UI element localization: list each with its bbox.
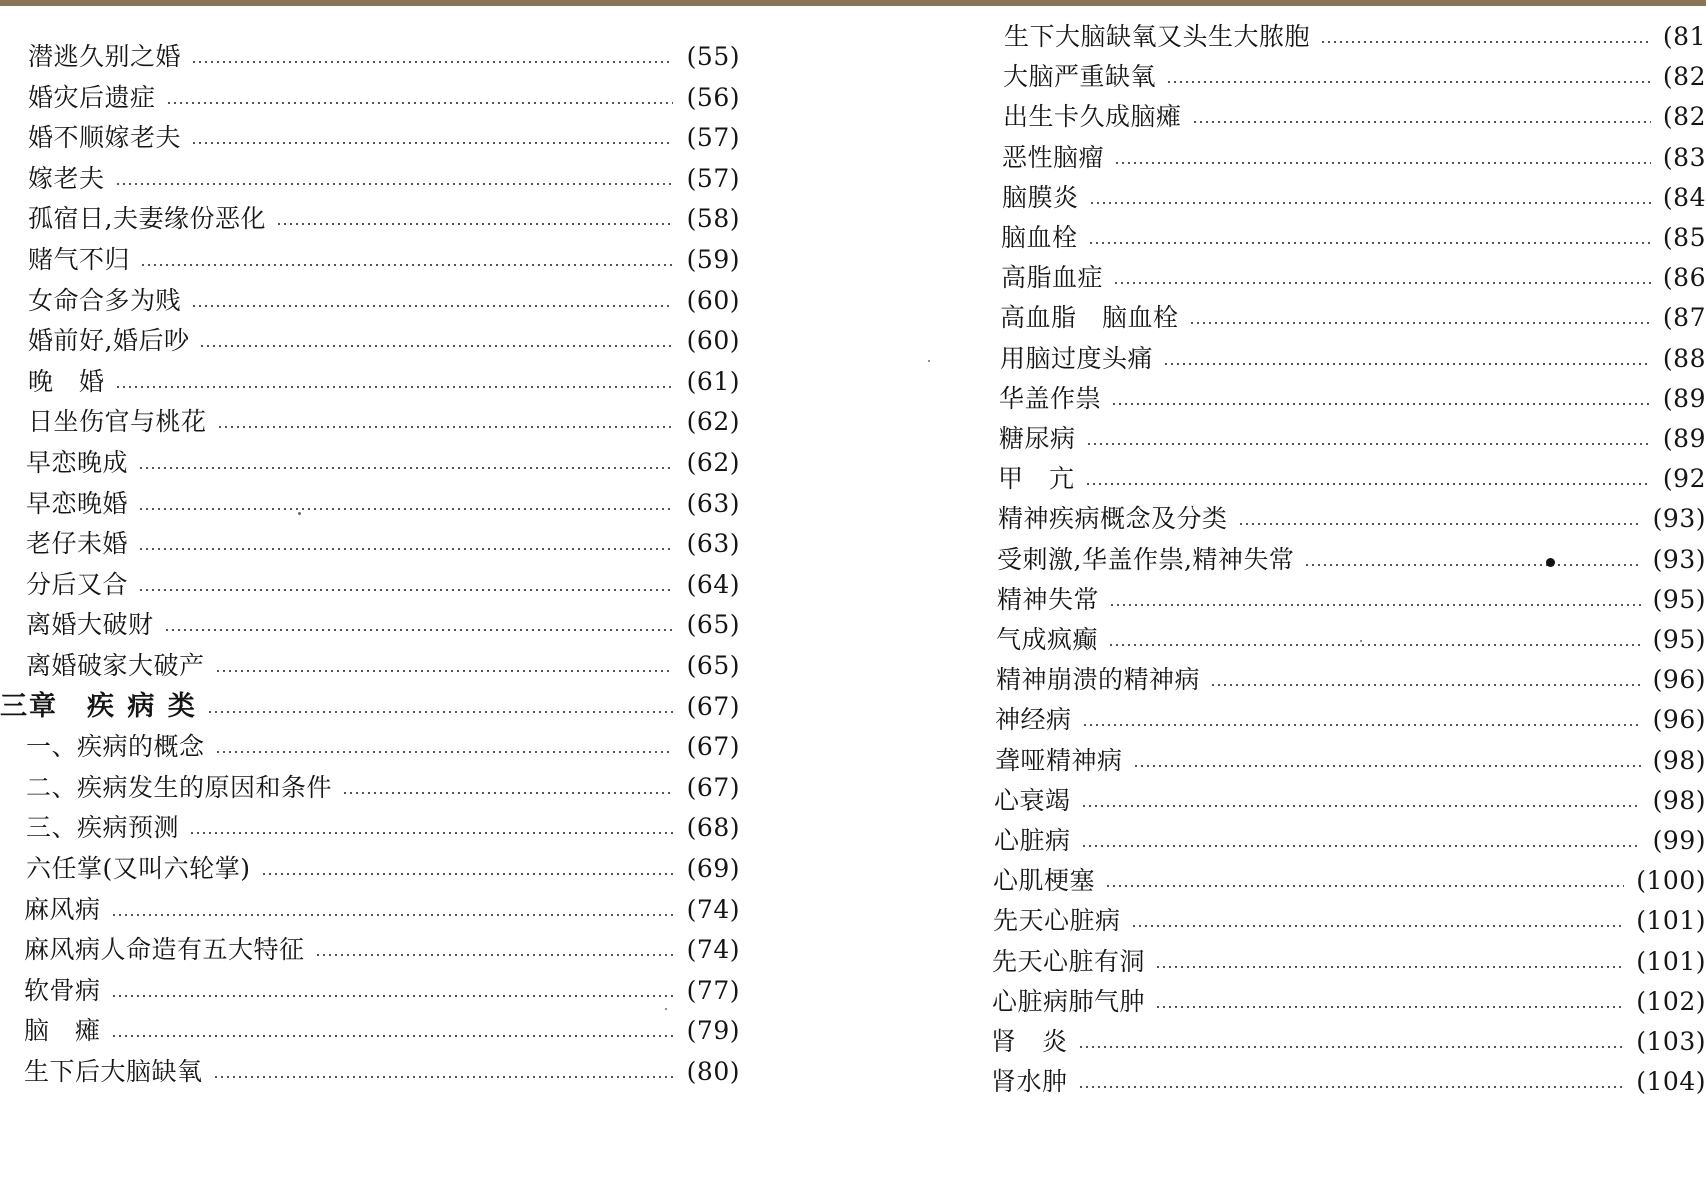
page-number: (61) <box>686 366 740 396</box>
page-number: (77) <box>686 975 740 1005</box>
page-number: (82 <box>1662 102 1706 132</box>
page-number: (67) <box>686 732 740 762</box>
toc-entry <box>995 744 1706 778</box>
dot-leader <box>140 263 673 267</box>
toc-entry <box>998 502 1706 536</box>
toc-entry <box>26 608 740 642</box>
toc-entry <box>995 703 1706 737</box>
entry-title: 肾水肿 <box>991 1067 1068 1097</box>
dot-leader <box>1320 40 1651 44</box>
page-number: (59) <box>686 245 740 274</box>
entry-title: 恶性脑瘤 <box>1002 142 1105 172</box>
page-number: (55) <box>686 42 740 71</box>
dot-leader <box>1108 643 1641 647</box>
entry-title: 离婚大破财 <box>26 610 154 640</box>
toc-entry <box>1000 342 1706 376</box>
toc-entry <box>1001 221 1706 255</box>
entry-title: 心脏病 <box>994 826 1071 855</box>
page-number: (83 <box>1662 142 1706 172</box>
toc-entry <box>1001 261 1706 295</box>
entry-title: 婚不顺嫁老夫 <box>28 123 182 153</box>
toc-entry <box>1003 60 1706 94</box>
toc-entry <box>28 202 740 236</box>
toc-entry <box>24 974 740 1008</box>
entry-title: 婚灾后遗症 <box>28 82 156 112</box>
page-number: (80) <box>686 1057 740 1086</box>
page-number: (96) <box>1652 705 1706 735</box>
page-number: (95) <box>1652 584 1706 614</box>
dot-leader <box>1081 844 1641 848</box>
dot-leader <box>1192 120 1651 124</box>
dot-leader <box>111 994 673 998</box>
dot-leader <box>1088 241 1651 245</box>
page-number: (96) <box>1652 665 1706 695</box>
dot-leader <box>138 466 673 470</box>
dot-leader <box>1105 884 1624 888</box>
page-number: (63) <box>686 488 740 518</box>
page-number: (81 <box>1662 22 1706 51</box>
dot-leader <box>138 547 673 551</box>
page-number: (74) <box>686 935 740 965</box>
page-number: (60) <box>686 285 740 315</box>
dot-leader <box>166 101 673 105</box>
toc-entry <box>992 985 1706 1019</box>
dot-leader <box>1133 764 1641 768</box>
toc-entry <box>1004 20 1706 54</box>
toc-entry <box>999 422 1706 456</box>
page-number: (98) <box>1652 745 1706 775</box>
entry-title: 嫁老夫 <box>28 163 105 193</box>
entry-title: 用脑过度头痛 <box>1000 343 1154 373</box>
toc-entry <box>26 771 740 805</box>
entry-title: 麻风病人命造有五大特征 <box>24 935 305 965</box>
dot-leader <box>207 710 673 714</box>
entry-title: 出生卡久成脑瘫 <box>1003 102 1182 132</box>
entry-title: 六任掌(又叫六轮掌) <box>26 854 251 883</box>
entry-title: 分后又合 <box>26 569 129 599</box>
toc-entry <box>991 1065 1706 1099</box>
dot-leader <box>111 913 673 917</box>
entry-title: 脑血栓 <box>1001 223 1078 252</box>
dot-leader <box>1082 723 1641 727</box>
toc-entry <box>997 583 1706 617</box>
dot-leader <box>1078 1045 1625 1049</box>
entry-title: 日坐伤官与桃花 <box>28 407 207 437</box>
page-number: (62) <box>686 448 740 477</box>
entry-title: 晚 婚 <box>28 366 105 396</box>
page-number: (68) <box>686 813 740 843</box>
page-number: (79) <box>686 1016 740 1046</box>
page-number: (67) <box>686 772 740 802</box>
page-number: (92 <box>1662 464 1706 494</box>
dot-leader <box>315 953 673 957</box>
page-number: (88 <box>1662 343 1706 373</box>
dot-leader <box>1155 965 1624 969</box>
toc-entry <box>997 543 1706 577</box>
dot-leader <box>1238 522 1641 526</box>
toc-entry <box>26 568 740 602</box>
entry-title: 赌气不归 <box>28 245 131 274</box>
toc-entry <box>1000 301 1706 335</box>
page-number: (101) <box>1636 946 1706 976</box>
toc-entry <box>993 904 1706 938</box>
toc-entry <box>993 864 1706 898</box>
dot-leader <box>115 385 673 389</box>
entry-title: 高血脂 脑血栓 <box>1000 303 1179 333</box>
page-number: (89 <box>1662 424 1706 453</box>
page-number: (95) <box>1652 625 1706 654</box>
page-number: (102) <box>1636 986 1706 1016</box>
toc-entry <box>994 784 1706 818</box>
toc-entry <box>24 893 740 927</box>
dot-leader <box>1304 563 1640 567</box>
page-number: (93) <box>1652 504 1706 534</box>
dot-leader <box>261 872 673 876</box>
page-number: (101) <box>1636 906 1706 936</box>
entry-title: 精神失常 <box>997 584 1100 614</box>
entry-title: 受刺激,华盖作祟,精神失常 <box>997 544 1295 574</box>
entry-title: 潜逃久别之婚 <box>28 42 182 71</box>
entry-title: 先天心脏病 <box>993 906 1121 936</box>
dot-leader <box>1109 603 1641 607</box>
page-number: (56) <box>686 82 740 112</box>
toc-entry <box>26 649 740 683</box>
entry-title: 一、疾病的概念 <box>26 732 205 762</box>
dot-leader <box>191 304 673 308</box>
page-number: (63) <box>686 529 740 559</box>
page-number: (62) <box>686 407 740 437</box>
toc-entry <box>28 162 740 196</box>
dot-leader <box>115 182 673 186</box>
toc-entry <box>28 324 740 358</box>
entry-title: 二、疾病发生的原因和条件 <box>26 772 333 802</box>
page-number: (104) <box>1636 1067 1706 1097</box>
toc-entry <box>996 663 1706 697</box>
toc-entry <box>998 462 1706 496</box>
entry-title: 精神疾病概念及分类 <box>998 504 1228 534</box>
toc-entry <box>1002 181 1706 215</box>
dot-leader <box>276 222 673 226</box>
page-number: (84 <box>1662 182 1706 212</box>
dot-leader <box>1189 321 1651 325</box>
page-number: (82 <box>1662 62 1706 92</box>
dot-leader <box>1086 442 1651 446</box>
entry-title: 心衰竭 <box>994 785 1071 815</box>
toc-entry <box>26 811 740 845</box>
entry-title: 生下后大脑缺氧 <box>24 1057 203 1086</box>
toc-entry <box>24 1055 740 1089</box>
page-number: (65) <box>686 651 740 680</box>
page-number: (87 <box>1662 303 1706 333</box>
entry-title: 华盖作祟 <box>999 383 1102 413</box>
entry-title: 聋哑精神病 <box>995 745 1123 775</box>
toc-entry <box>996 623 1706 657</box>
toc-entry <box>28 243 740 277</box>
dot-leader <box>138 507 673 511</box>
page-number: (67) <box>686 691 740 721</box>
dot-leader <box>199 344 672 348</box>
dot-leader <box>164 628 673 632</box>
entry-title: 气成疯癫 <box>996 625 1099 654</box>
chapter-heading: 三章 疾 病 类 <box>0 690 197 722</box>
toc-entry <box>1003 100 1706 134</box>
dot-leader <box>1113 281 1651 285</box>
entry-title: 糖尿病 <box>999 424 1076 453</box>
toc-entry <box>26 527 740 561</box>
entry-title: 高脂血症 <box>1001 263 1104 293</box>
entry-title: 早恋晚婚 <box>26 488 129 518</box>
entry-title: 心脏病肺气肿 <box>992 986 1146 1016</box>
dot-leader <box>217 425 673 429</box>
entry-title: 大脑严重缺氧 <box>1003 62 1157 92</box>
toc-entry <box>26 487 740 521</box>
dot-leader <box>1155 1005 1624 1009</box>
toc-entry <box>24 933 740 967</box>
scan-top-edge <box>0 0 1706 6</box>
toc-entry <box>999 382 1706 416</box>
entry-title: 软骨病 <box>24 975 101 1005</box>
entry-title: 肾 炎 <box>991 1027 1068 1056</box>
page-number: (98) <box>1652 785 1706 815</box>
entry-title: 孤宿日,夫妻缘份恶化 <box>28 204 266 234</box>
dot-leader <box>1078 1085 1625 1089</box>
toc-entry <box>26 852 740 886</box>
dot-leader <box>191 141 673 145</box>
dot-leader <box>342 791 673 795</box>
page-number: (69) <box>686 854 740 883</box>
toc-entry <box>28 40 740 74</box>
page-number: (100) <box>1636 866 1706 896</box>
page-number: (99) <box>1652 826 1706 855</box>
dot-leader <box>1114 161 1651 165</box>
page-number: (58) <box>686 204 740 234</box>
toc-entry <box>0 690 740 724</box>
toc-entry <box>26 730 740 764</box>
page-number: (57) <box>686 123 740 153</box>
entry-title: 麻风病 <box>24 894 101 924</box>
toc-entry <box>992 945 1706 979</box>
toc-entry <box>28 81 740 115</box>
page-number: (60) <box>686 326 740 356</box>
entry-title: 生下大脑缺氧又头生大脓胞 <box>1004 22 1311 51</box>
dot-leader <box>213 1075 673 1079</box>
entry-title: 心肌梗塞 <box>993 866 1096 896</box>
dot-leader <box>1163 362 1651 366</box>
dot-leader <box>189 831 673 835</box>
dot-leader <box>1085 482 1651 486</box>
entry-title: 甲 亢 <box>998 464 1075 494</box>
entry-title: 精神崩溃的精神病 <box>996 665 1201 695</box>
toc-entry <box>26 446 740 480</box>
dot-leader <box>1210 683 1641 687</box>
entry-title: 女命合多为贱 <box>28 285 182 315</box>
toc-entry <box>24 1014 740 1048</box>
dot-leader <box>215 750 673 754</box>
page-number: (65) <box>686 610 740 640</box>
toc-entry <box>28 405 740 439</box>
entry-title: 脑 瘫 <box>24 1016 101 1046</box>
entry-title: 神经病 <box>995 705 1072 735</box>
page-number: (74) <box>686 894 740 924</box>
page-number: (86 <box>1662 263 1706 293</box>
toc-entry <box>28 365 740 399</box>
entry-title: 先天心脏有洞 <box>992 946 1146 976</box>
toc-entry <box>994 824 1706 858</box>
dot-leader <box>1089 201 1651 205</box>
page-number: (93) <box>1652 544 1706 574</box>
dot-leader <box>138 588 673 592</box>
toc-entry <box>28 284 740 318</box>
dot-leader <box>1131 924 1625 928</box>
entry-title: 早恋晚成 <box>26 448 129 477</box>
toc-entry <box>28 121 740 155</box>
dot-leader <box>191 60 673 64</box>
entry-title: 老仔未婚 <box>26 529 129 559</box>
toc-entry <box>991 1025 1706 1059</box>
dot-leader <box>1166 80 1651 84</box>
page-number: (89 <box>1662 383 1706 413</box>
dot-leader <box>215 669 673 673</box>
toc-entry <box>1002 141 1706 175</box>
dot-leader <box>1081 804 1641 808</box>
entry-title: 离婚破家大破产 <box>26 651 205 680</box>
dot-leader <box>1111 402 1651 406</box>
entry-title: 婚前好,婚后吵 <box>28 326 190 356</box>
entry-title: 脑膜炎 <box>1002 182 1079 212</box>
page-number: (103) <box>1636 1027 1706 1056</box>
entry-title: 三、疾病预测 <box>26 813 180 843</box>
page-number: (64) <box>686 569 740 599</box>
dot-leader <box>111 1034 673 1038</box>
page-number: (57) <box>686 163 740 193</box>
page-number: (85 <box>1662 223 1706 252</box>
